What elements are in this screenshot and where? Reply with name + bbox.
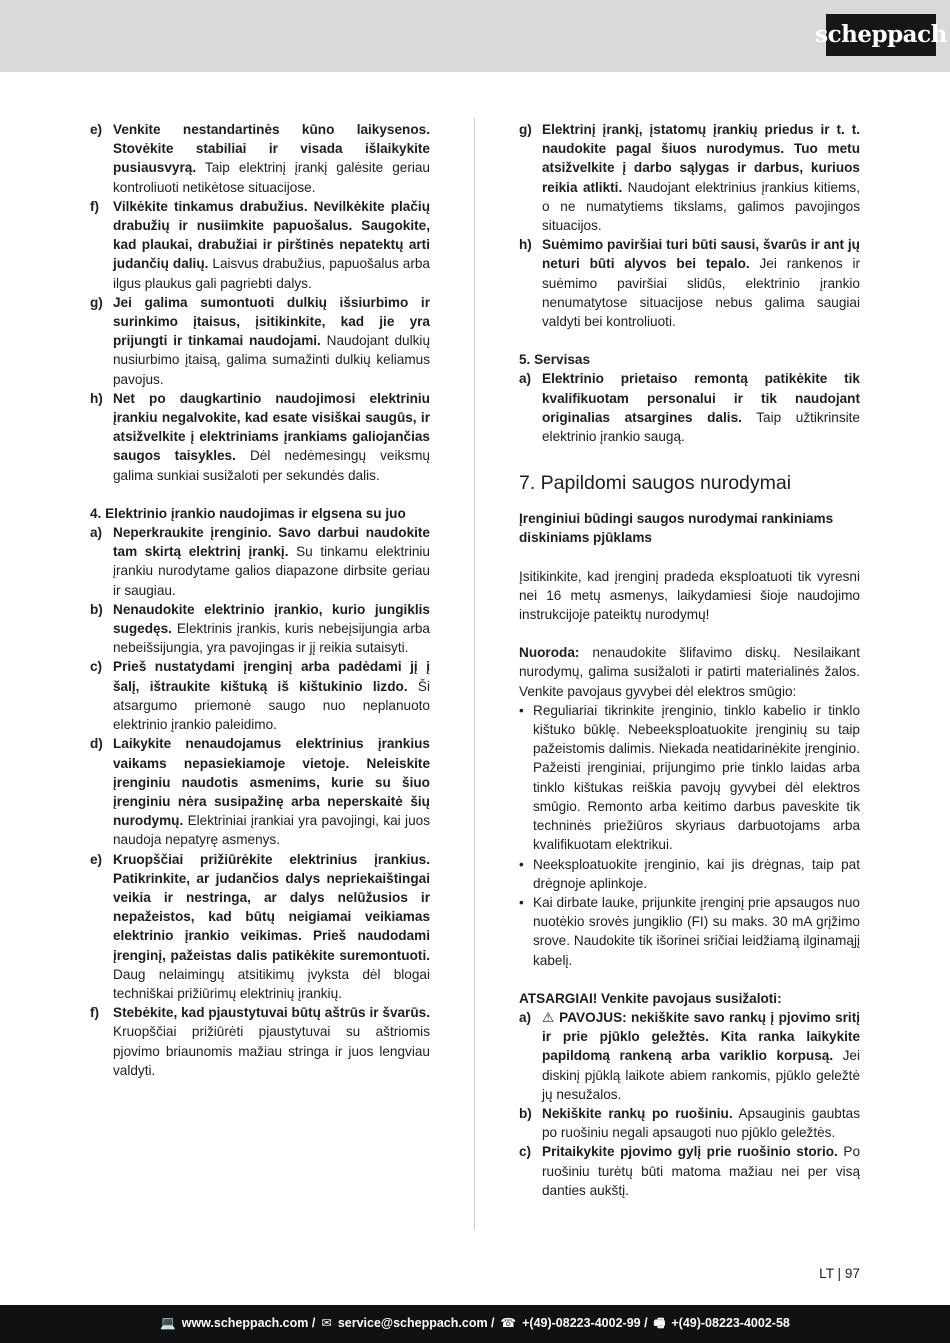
list-item-bold-text: Nenaudokite elektrinio įrankio, kurio jungiklis sugedęs. <box>113 601 430 637</box>
list-item-bold-text: Laikykite nenaudojamus elektrinius įrankius vaikams nepasiekiamoje vietoje. Neleiskite įrenginiu naudotis asmenims, kurie su šiuo įrenginiu nėra susipažinę arba neperskaitė šių nurodymų. <box>113 736 430 829</box>
list-item <box>90 197 430 293</box>
list-item-text: Jei diskinį pjūklą laikote abiem rankomis, pjūklo geležtė jų nesužalos. <box>542 1048 861 1102</box>
list-item-label: a) <box>90 525 103 541</box>
list-item-text: Jei rankenos ir suėmimo paviršiai slidūs, elektrinio įrankio nenumatytose situacijose nebus galima saugiai valdyti bei kontroliuoti. <box>542 256 860 330</box>
list-item <box>519 120 860 235</box>
list-item-label: g) <box>519 122 532 137</box>
list-item-text: Laisvus drabužius, papuošalus arba ilgus plaukus gali pagriebti dalys. <box>113 256 430 291</box>
caution-heading: ATSARGIAI! Venkite pavojaus susižaloti: <box>519 990 782 1006</box>
list-item-text: Elektrinis įrankis, kuris nebeįsijungia arba nebeišsijungia, yra pavojingas ir jį reikia sutaisyti. <box>113 621 430 656</box>
list-item-label: b) <box>90 601 103 617</box>
list-item-text: Kruopščiai prižiūrėti pjaustytuvai su aštriomis pjovimo briaunomis mažiau stringa ir juos lengviau valdyti. <box>113 1024 430 1078</box>
list-item-bold-text: Nekiškite rankų po ruošiniu. <box>542 1105 733 1121</box>
phone-icon: ☎ <box>500 1316 517 1331</box>
list-item <box>90 523 430 600</box>
device-safety-subheading: Įrenginiui būdingi saugos nurodymai rankiniams diskiniams pjūklams <box>519 511 834 546</box>
list-item-label: e) <box>90 851 103 867</box>
list-item-text: Ši atsargumo priemonė saugo nuo neplanuoto elektrinio įrankio paleidimo. <box>113 678 430 733</box>
right-column <box>519 120 860 1200</box>
list-item-text: Daug nelaimingų atsitikimų įvyksta dėl blogai techniškai prižiūrimų elektrinių įrankių. <box>113 966 430 1001</box>
list-item-text: Po ruošiniu turėtų būti matoma mažiau nei per visą danties aukštį. <box>542 1144 861 1198</box>
computer-icon: 💻 <box>160 1316 176 1331</box>
list-item-bold-text: Neperkraukite įrenginio. Savo darbui naudokite tam skirtą elektrinį įrankį. <box>113 525 430 560</box>
list-item <box>90 734 430 849</box>
list-item-bold-text: Net po daugkartinio naudojimosi elektriniu įrankiu negalvokite, kad esate visiškai saugūs, ir atsižvelkite į elektriniams įrankiams galiojančias saugos taisykles. <box>113 390 430 464</box>
list-item-label: h) <box>90 390 103 406</box>
list-item-bold-text: Vilkėkite tinkamus drabužius. Nevilkėkite plačių drabužių ir nusiimkite papuošalus. Saugokite, kad plaukai, drabužiai ir pirštinės nepatektų arti judančių dalių. <box>113 198 430 272</box>
list-item <box>90 850 430 1004</box>
email-link[interactable]: service@scheppach.com / <box>337 1316 495 1331</box>
list-item-bold-text: Suėmimo paviršiai turi būti sausi, švarūs ir ant jų neturi būti alyvos bei tepalo. <box>542 237 860 272</box>
list-item-label: g) <box>90 294 103 310</box>
scheppach-logo: scheppach <box>826 14 936 56</box>
note-label: Nuoroda: <box>519 645 580 661</box>
list-item <box>519 1142 860 1200</box>
list-item <box>519 1104 860 1142</box>
list-item-bold-text: Elektrinį įrankį, įstatomų įrankių priedus ir t. t. naudokite pagal šiuos nurodymus. Tuo metu atsižvelkite į darbo sąlygas ir darbus, kuriuos reikia atlikti. <box>542 122 860 195</box>
list-item-bold-text: Kruopščiai prižiūrėkite elektrinius įrankius. Patikrinkite, ar judančios dalys nepriekaištingai veikia ir nestringa, ar dalys nelūžusios ir nepažeistos, kad būtų neigiamai veikiamas elektrinio įrankio veikimas. Prieš naudodami įrenginį, pažeistas dalis patikėkite suremontuoti. <box>113 851 430 963</box>
note-text: nenaudokite šlifavimo diskų. Nesilaikant nurodymų, galima susižaloti ir patirti materialinės žalos. Venkite pavojaus gyvybei dėl elektros smūgio: <box>519 645 860 699</box>
list-item <box>90 1003 430 1080</box>
column-divider <box>474 118 475 1230</box>
list-item-bold-text: Venkite nestandartinės kūno laikysenos. Stovėkite stabiliai ir visada išlaikykite pusiausvyrą. <box>113 122 430 176</box>
page-number: LT | 97 <box>819 1266 860 1281</box>
list-item-label: a) <box>519 1009 532 1025</box>
list-item-text: Dėl nedėmesingų veiksmų galima sunkiai susižaloti per sekundės dalis. <box>113 448 430 483</box>
list-item-bold-text: Pritaikykite pjovimo gylį prie ruošinio storio. <box>542 1144 838 1160</box>
list-item-text: Taip užtikrinsite elektrinio įrankio saugą. <box>542 409 860 445</box>
list-item <box>90 600 430 658</box>
website-link[interactable]: www.scheppach.com / <box>181 1316 316 1331</box>
list-item <box>90 120 430 197</box>
note-paragraph <box>519 643 860 701</box>
header-band <box>0 0 950 72</box>
list-item-label: h) <box>519 237 532 253</box>
list-item-label: a) <box>519 371 532 387</box>
list-item-label: b) <box>519 1105 532 1121</box>
list-item-bold-text: Jei galima sumontuoti dulkių išsiurbimo ir surinkimo įtaisus, įsitikinkite, kad jie yra prijungti ir tinkamai naudojami. <box>113 294 430 349</box>
list-item <box>90 293 430 389</box>
bullet-text: Kai dirbate lauke, prijunkite įrenginį prie apsaugos nuo nuotėkio srovės jungiklio (FI) su maks. 30 mA grįžimo srove. Naudokite tik išorinei sričiai leidžiamą ilginamąjį kabelį. <box>533 894 860 968</box>
footer-bar <box>0 1305 950 1343</box>
bullet-dot-icon: • <box>519 702 524 718</box>
list-item-bold-text: ⚠ PAVOJUS: nekiškite savo rankų į pjovimo sritį ir prie pjūklo geležtės. Kita ranka laikykite papildomą rankeną arba variklio korpusą. <box>542 1009 860 1064</box>
bullet-dot-icon: • <box>519 856 524 872</box>
bullet-item <box>519 855 860 893</box>
list-item-bold-text: Stebėkite, kad pjaustytuvai būtų aštrūs ir švarūs. <box>113 1005 430 1021</box>
list-item <box>90 389 430 485</box>
fax-number: +(49)-08223-4002-58 <box>671 1316 790 1331</box>
list-item-label: f) <box>90 1005 100 1021</box>
list-item-text: Apsauginis gaubtas po ruošiniu negali apsaugoti nuo pjūklo geležtės. <box>542 1105 860 1141</box>
fax-icon: 🖷 <box>653 1316 666 1331</box>
list-item-bold-text: Elektrinio prietaiso remontą patikėkite tik kvalifikuotam personalui ir tik naudojant originalias atsargines dalis. <box>542 371 860 425</box>
list-item-text: Naudojant dulkių nusiurbimo įtaisą, galima sumažinti dulkių keliamus pavojus. <box>113 333 431 387</box>
list-item-bold-text: Prieš nustatydami įrenginį arba padėdami jį į šalį, ištraukite kištuką iš kištukinio lizdo. <box>113 659 430 694</box>
bullet-text: Neeksploatuokite įrenginio, kai jis drėgnas, taip pat drėgnoje aplinkoje. <box>533 856 860 891</box>
section-5-heading: 5. Servisas <box>519 352 591 368</box>
list-item-text: Elektriniai įrankiai yra pavojingi, kai juos naudoja nepatyrę asmenys. <box>113 813 430 848</box>
list-item-label: d) <box>90 736 103 752</box>
phone-number[interactable]: +(49)-08223-4002-99 / <box>522 1316 648 1331</box>
list-item <box>519 369 860 446</box>
list-item-text: Naudojant elektrinius įrankius kitiems, o ne numatytiems tikslams, galimos pavojingos situacijos. <box>542 179 860 234</box>
list-item-text: Taip elektrinį įrankį galėsite geriau kontroliuoti netikėtose situacijose. <box>113 160 430 195</box>
list-item-label: c) <box>90 659 103 675</box>
section-7-title: 7. Papildomi saugos nurodymai <box>519 472 792 495</box>
bullet-dot-icon: • <box>519 894 524 910</box>
left-column <box>90 120 430 1080</box>
section-4-heading: 4. Elektrinio įrankio naudojimas ir elgsena su juo <box>90 505 406 521</box>
list-item-label: f) <box>90 198 100 214</box>
mail-icon: ✉ <box>321 1316 332 1331</box>
bullet-text: Reguliariai tikrinkite įrenginio, tinklo kabelio ir tinklo kištuko būklę. Nebeeksploatuokite įrenginių su taip pažeistomis dalimis. Niekada neatidarinėkite įrenginio. Pažeisti įrenginiai, prijungimo prie tinklo laidas arba tinklo kištukas reiškia pavojų gyvybei dėl elektros smūgio. Remonto arba keitimo darbus paveskite tik techninės priežiūros skyriaus darbuotojams arba kvalifikuotam elektrikui. <box>533 702 860 853</box>
list-item-text: Su tinkamu elektriniu įrankiu nurodytame galios diapazone dirbsite geriau ir saugiau. <box>113 544 430 598</box>
age-intro-paragraph: Įsitikinkite, kad įrenginį pradeda eksploatuoti tik vyresni nei 16 metų asmenys, laikydamiesi šioje naudojimo instrukcijoje pateiktų nurodymų! <box>519 568 860 623</box>
list-item <box>519 235 860 331</box>
list-item <box>90 657 430 734</box>
list-item <box>519 1008 860 1104</box>
list-item-label: c) <box>519 1144 532 1160</box>
bullet-item <box>519 701 860 855</box>
bullet-item <box>519 893 860 970</box>
list-item-label: e) <box>90 122 103 137</box>
